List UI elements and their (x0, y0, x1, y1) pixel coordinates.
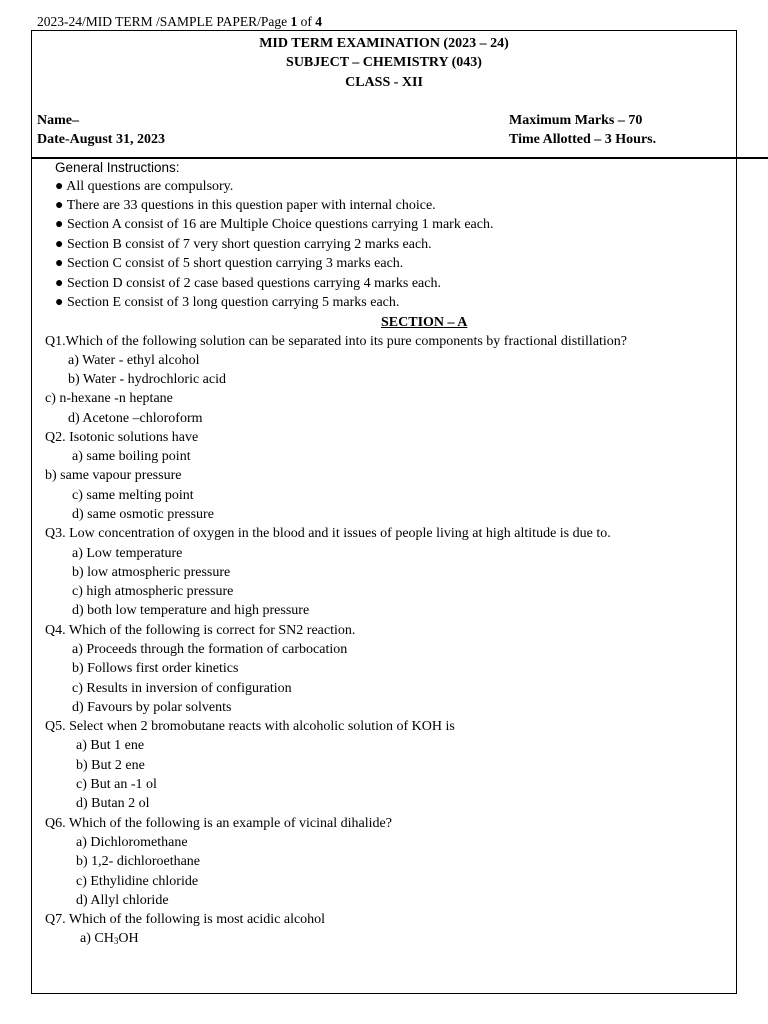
option: a) But 1 ene (76, 738, 145, 753)
option: b) 1,2- dichloroethane (76, 854, 201, 869)
instructions-heading: General Instructions: (55, 160, 180, 175)
question-text: Q7. Which of the following is most acidic alcohol (45, 912, 326, 927)
question-text: Q1.Which of the following solution can be separated into its pure components by fractional distillation? (45, 334, 628, 349)
exam-subject: SUBJECT – CHEMISTRY (043) (286, 55, 482, 70)
option: c) But an -1 ol (76, 777, 157, 792)
option: c) Results in inversion of configuration (72, 681, 292, 696)
instruction-item: ● Section A consist of 16 are Multiple Choice questions carrying 1 mark each. (55, 217, 494, 232)
question-text: Q2. Isotonic solutions have (45, 430, 199, 445)
bullet-icon: ● (55, 295, 64, 310)
bullet-icon: ● (55, 256, 64, 271)
bullet-icon: ● (55, 217, 64, 232)
bullet-icon: ● (55, 276, 64, 291)
option: d) Butan 2 ol (76, 796, 150, 811)
option: c) Ethylidine chloride (76, 874, 199, 889)
option: a) $CH_3OH$ (80, 931, 139, 946)
option: d) same osmotic pressure (72, 507, 214, 522)
option: d) Favours by polar solvents (72, 700, 232, 715)
name-field: Name– (37, 113, 79, 128)
option: d) both low temperature and high pressure (72, 603, 310, 618)
exam-class: CLASS - XII (345, 75, 423, 90)
option: c) high atmospheric pressure (72, 584, 234, 599)
exam-date: Date-August 31, 2023 (37, 132, 165, 147)
bullet-icon: ● (55, 198, 64, 213)
instruction-item: ● Section E consist of 3 long question carrying 5 marks each. (55, 295, 400, 310)
option: b) low atmospheric pressure (72, 565, 231, 580)
instruction-item: ● Section B consist of 7 very short question carrying 2 marks each. (55, 237, 432, 252)
instruction-item: ● All questions are compulsory. (55, 179, 234, 194)
time-allotted: Time Allotted – 3 Hours. (509, 132, 657, 147)
option: b) Follows first order kinetics (72, 661, 239, 676)
option: a) Proceeds through the formation of carbocation (72, 642, 348, 657)
bullet-icon: ● (55, 179, 64, 194)
option: a) Low temperature (72, 546, 183, 561)
question-text: Q6. Which of the following is an example of vicinal dihalide? (45, 816, 392, 831)
page-label: 2023-24/MID TERM /SAMPLE PAPER/Page 1 of 4 (37, 14, 323, 29)
question-text: Q3. Low concentration of oxygen in the blood and it issues of people living at high altitude is due to. (45, 526, 611, 541)
option: c) same melting point (72, 488, 194, 503)
instruction-item: ● Section C consist of 5 short question carrying 3 marks each. (55, 256, 404, 271)
option: a) Water - ethyl alcohol (68, 353, 200, 368)
instruction-item: ● There are 33 questions in this question paper with internal choice. (55, 198, 436, 213)
option: d) Allyl chloride (76, 893, 169, 908)
bullet-icon: ● (55, 237, 64, 252)
option: b) same vapour pressure (45, 468, 182, 483)
instruction-item: ● Section D consist of 2 case based questions carrying 4 marks each. (55, 276, 441, 291)
max-marks: Maximum Marks – 70 (509, 113, 643, 128)
question-text: Q4. Which of the following is correct for SN2 reaction. (45, 623, 356, 638)
section-heading: SECTION – A (381, 315, 468, 330)
option: c) n-hexane -n heptane (45, 391, 173, 406)
option: b) Water - hydrochloric acid (68, 372, 226, 387)
option: a) same boiling point (72, 449, 191, 464)
option: d) Acetone –chloroform (68, 411, 203, 426)
question-text: Q5. Select when 2 bromobutane reacts with alcoholic solution of KOH is (45, 719, 455, 734)
option: a) Dichloromethane (76, 835, 188, 850)
exam-title: MID TERM EXAMINATION (2023 – 24) (259, 36, 509, 51)
option: b) But 2 ene (76, 758, 145, 773)
